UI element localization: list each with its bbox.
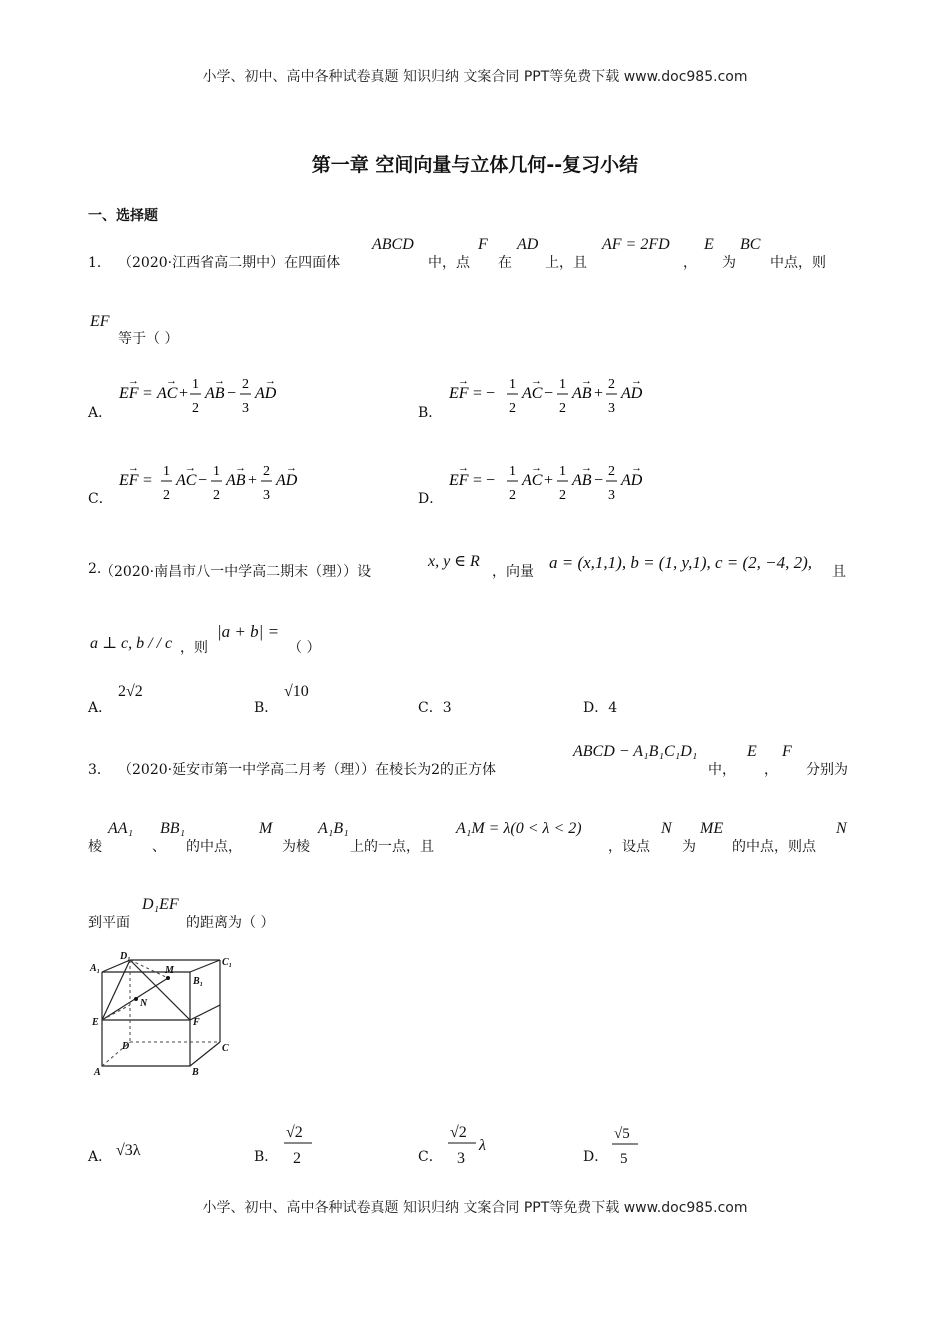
svg-text:2: 2 — [509, 401, 516, 416]
q1-option-b-label: B． — [418, 405, 443, 421]
svg-text:AB: AB — [226, 472, 246, 489]
svg-text:AC: AC — [176, 472, 197, 489]
svg-text:→: → — [458, 462, 469, 474]
svg-text:→: → — [185, 462, 196, 474]
svg-text:λ: λ — [479, 1137, 486, 1154]
page-header: 小学、初中、高中各种试卷真题 知识归纳 文案合同 PPT等免费下载 www.doc985.com — [202, 69, 748, 85]
q2-number: 2. — [88, 561, 102, 577]
page-footer: 小学、初中、高中各种试卷真题 知识归纳 文案合同 PPT等免费下载 www.doc985.com — [202, 1200, 748, 1216]
svg-text:AD: AD — [255, 385, 277, 402]
q3-math-a1b1: A₁B₁ — [318, 820, 349, 837]
cube-edge — [190, 1042, 220, 1066]
q1-text: 等于（ ） — [118, 331, 179, 347]
svg-text:→: → — [531, 375, 542, 387]
point-n — [134, 997, 138, 1001]
fig-label-b: B — [192, 1067, 199, 1078]
q3-text: 为 — [682, 839, 696, 855]
q2-option-d: D．4 — [583, 700, 618, 716]
cube-edge — [190, 960, 220, 972]
q2-math-xy: x, y ∈ R — [428, 553, 480, 570]
q2-math-abs: |a + b| = — [217, 622, 280, 641]
svg-text:√2: √2 — [450, 1124, 467, 1141]
svg-text:3: 3 — [608, 401, 615, 416]
q3-math-aa1: AA₁ — [108, 820, 134, 837]
cube-front-face — [102, 972, 190, 1066]
q2-option-b-label: B． — [254, 700, 279, 716]
svg-text:+: + — [544, 472, 554, 489]
q3-option-a-value: √3λ — [116, 1142, 141, 1159]
svg-text:−: − — [227, 385, 237, 402]
svg-text:1: 1 — [509, 377, 516, 392]
q2-source: （2020·南昌市八一中学高二期末（理））设 — [100, 564, 372, 580]
svg-text:3: 3 — [242, 401, 249, 416]
svg-text:3: 3 — [263, 488, 270, 503]
q1-text: ， — [683, 255, 697, 271]
svg-text:1: 1 — [213, 464, 220, 479]
svg-text:2: 2 — [192, 401, 199, 416]
svg-text:AC: AC — [522, 472, 543, 489]
svg-text:5: 5 — [620, 1151, 628, 1167]
svg-text:−: − — [544, 385, 554, 402]
svg-text:→: → — [128, 462, 139, 474]
q3-text: 棱 — [88, 839, 102, 855]
q3-text: 的中点，则点 — [732, 839, 816, 855]
q3-math-f: F — [782, 743, 792, 760]
svg-text:1: 1 — [559, 377, 566, 392]
svg-text:→: → — [631, 462, 642, 474]
page-title: 第一章 空间向量与立体几何--复习小结 — [311, 154, 639, 176]
q3-text: 的中点， — [186, 839, 242, 855]
q3-text: 上的一点，且 — [350, 839, 434, 855]
q1-option-d-formula — [445, 457, 675, 507]
svg-text:2: 2 — [608, 464, 615, 479]
q3-text: 的距离为（ ） — [186, 915, 275, 931]
svg-text:→: → — [631, 375, 642, 387]
svg-text:→: → — [265, 375, 276, 387]
q3-option-d-label: D． — [583, 1149, 609, 1165]
svg-text:2: 2 — [163, 488, 170, 503]
svg-text:√5: √5 — [614, 1126, 630, 1142]
svg-text:2: 2 — [293, 1150, 301, 1167]
svg-text:AC: AC — [157, 385, 178, 402]
svg-text:2: 2 — [559, 401, 566, 416]
svg-text:→: → — [581, 375, 592, 387]
q1-math-bc: BC — [740, 236, 761, 253]
q3-option-d-formula — [608, 1120, 648, 1170]
fig-label-e: E — [92, 1017, 99, 1028]
q1-source: （2020·江西省高二期中）在四面体 — [118, 255, 341, 271]
q1-text: 为 — [722, 255, 736, 271]
svg-text:1: 1 — [509, 464, 516, 479]
q1-option-d-label: D． — [418, 491, 444, 507]
q1-math-ad: AD — [517, 236, 539, 253]
q3-option-c-formula — [444, 1117, 499, 1169]
q2-option-a-label: A． — [88, 700, 113, 716]
svg-text:1: 1 — [163, 464, 170, 479]
q1-option-a-label: A． — [88, 405, 113, 421]
svg-text:→: → — [581, 462, 592, 474]
q1-option-b-formula — [445, 370, 675, 420]
q1-math-ef: EF — [90, 313, 110, 330]
q3-math-cube: ABCD − A₁B₁C₁D₁ — [573, 743, 698, 760]
q1-math-e: E — [704, 236, 714, 253]
svg-text:−: − — [198, 472, 208, 489]
q2-text: ，向量 — [492, 564, 534, 580]
q1-option-c-label: C． — [88, 491, 113, 507]
q3-math-bb1: BB₁ — [160, 820, 186, 837]
svg-text:3: 3 — [608, 488, 615, 503]
svg-text:=: = — [143, 472, 153, 489]
q1-text: 上，且 — [545, 255, 587, 271]
fig-label-b1: B₁ — [193, 976, 204, 987]
svg-text:−: − — [594, 472, 604, 489]
fig-label-m: M — [165, 965, 174, 976]
svg-text:2: 2 — [608, 377, 615, 392]
q2-text: ，则 — [180, 640, 208, 656]
q1-math-f: F — [478, 236, 488, 253]
q2-math-vectors: a = (x,1,1), b = (1, y,1), c = (2, −4, 2), — [549, 553, 813, 572]
q3-source: （2020·延安市第一中学高二月考（理））在棱长为2的正方体 — [118, 762, 496, 778]
svg-text:→: → — [458, 375, 469, 387]
q3-math-plane: D₁EF — [142, 896, 179, 913]
q2-option-c: C．3 — [418, 700, 452, 716]
q3-text: ， — [764, 762, 778, 778]
svg-text:3: 3 — [457, 1150, 465, 1167]
q3-math-me: ME — [700, 820, 724, 837]
q1-number: 1． — [88, 255, 111, 271]
svg-text:AD: AD — [276, 472, 298, 489]
svg-text:√2: √2 — [286, 1124, 303, 1141]
svg-text:2: 2 — [559, 488, 566, 503]
q2-math-condition: a ⊥ c, b / / c — [90, 635, 173, 652]
fig-label-n: N — [140, 998, 148, 1009]
cube-figure — [88, 950, 238, 1078]
q3-text: 为棱 — [282, 839, 310, 855]
q3-math-condition: A₁M = λ(0 < λ < 2) — [456, 820, 582, 837]
fig-label-c: C — [222, 1043, 229, 1054]
fig-label-d: D — [122, 1041, 130, 1052]
q3-text: 中， — [708, 762, 736, 778]
svg-text:EF: EF — [449, 472, 469, 489]
q1-option-a-formula — [115, 370, 325, 420]
svg-text:2: 2 — [263, 464, 270, 479]
svg-text:AB: AB — [572, 472, 592, 489]
q3-math-e: E — [747, 743, 757, 760]
svg-text:EF: EF — [119, 385, 139, 402]
q3-text: 分别为 — [806, 762, 848, 778]
q3-math-n: N — [661, 820, 672, 837]
q2-option-a-value: 2√2 — [118, 683, 143, 700]
q3-math-n2: N — [836, 820, 847, 837]
q1-text: 中点，则 — [770, 255, 826, 271]
q2-text: （ ） — [288, 640, 321, 656]
q3-number: 3． — [88, 762, 111, 778]
svg-text:= −: = − — [473, 385, 496, 402]
svg-text:1: 1 — [559, 464, 566, 479]
svg-text:2: 2 — [509, 488, 516, 503]
q3-option-a-label: A． — [88, 1149, 113, 1165]
svg-text:AC: AC — [522, 385, 543, 402]
svg-text:→: → — [286, 462, 297, 474]
fig-label-c1: C₁ — [222, 957, 233, 968]
svg-text:EF: EF — [119, 472, 139, 489]
q1-text: 在 — [498, 255, 512, 271]
fig-label-a: A — [94, 1067, 101, 1078]
svg-text:+: + — [179, 385, 189, 402]
svg-text:= −: = − — [473, 472, 496, 489]
svg-text:+: + — [248, 472, 258, 489]
q3-text: 到平面 — [88, 915, 130, 931]
svg-text:1: 1 — [192, 377, 199, 392]
svg-text:+: + — [594, 385, 604, 402]
q1-option-c-formula — [115, 457, 335, 507]
q2-option-b-value: √10 — [284, 683, 309, 700]
svg-text:AD: AD — [621, 472, 643, 489]
fig-label-f: F — [193, 1017, 200, 1028]
q3-text: 、 — [152, 839, 166, 855]
q2-text: 且 — [832, 564, 846, 580]
point-m — [166, 976, 170, 980]
svg-text:EF: EF — [449, 385, 469, 402]
svg-text:→: → — [128, 375, 139, 387]
svg-text:2: 2 — [242, 377, 249, 392]
q3-option-b-formula — [280, 1117, 320, 1169]
q1-math-abcd: ABCD — [372, 236, 414, 253]
fig-label-a1: A₁ — [90, 963, 101, 974]
svg-text:→: → — [166, 375, 177, 387]
q3-option-b-label: B． — [254, 1149, 279, 1165]
svg-text:→: → — [235, 462, 246, 474]
svg-text:AB: AB — [205, 385, 225, 402]
svg-text:→: → — [214, 375, 225, 387]
q1-math-af: AF = 2FD — [602, 236, 670, 253]
svg-text:AB: AB — [572, 385, 592, 402]
q3-text: ，设点 — [608, 839, 650, 855]
svg-text:2: 2 — [213, 488, 220, 503]
svg-text:=: = — [143, 385, 153, 402]
q3-option-c-label: C． — [418, 1149, 443, 1165]
fig-label-d1: D₁ — [120, 951, 131, 962]
q3-math-m: M — [259, 820, 273, 837]
section-heading: 一、选择题 — [88, 208, 158, 224]
svg-text:→: → — [531, 462, 542, 474]
q1-text: 中，点 — [428, 255, 470, 271]
svg-text:AD: AD — [621, 385, 643, 402]
